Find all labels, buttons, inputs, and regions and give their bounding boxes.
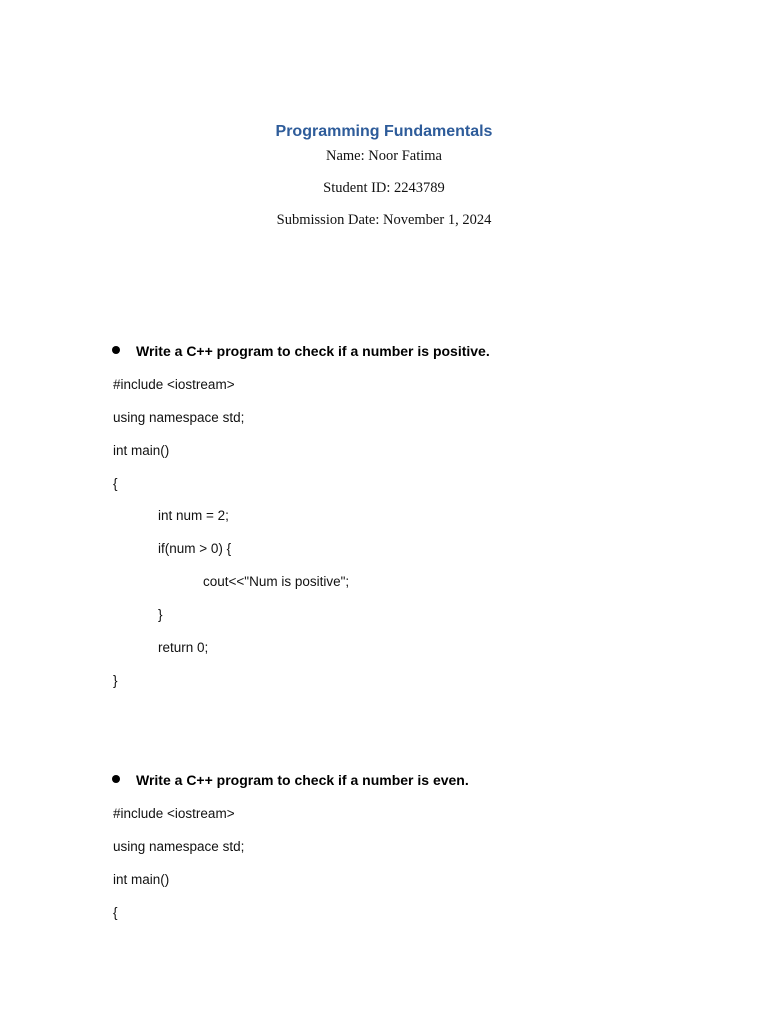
question-2-prompt: Write a C++ program to check if a number is even. xyxy=(136,772,469,788)
code-line: #include <iostream> xyxy=(113,806,235,821)
code-line: return 0; xyxy=(158,640,209,655)
document-title: Programming Fundamentals xyxy=(275,123,493,140)
code-line: int main() xyxy=(113,443,170,458)
code-line: #include <iostream> xyxy=(113,377,235,392)
code-line: { xyxy=(113,905,118,920)
question-2 xyxy=(112,772,469,788)
code-line: int main() xyxy=(113,872,170,887)
code-line: if(num > 0) { xyxy=(158,541,232,556)
code-line: int num = 2; xyxy=(158,508,229,523)
submission-date: Submission Date: November 1, 2024 xyxy=(276,212,492,228)
student-name: Name: Noor Fatima xyxy=(326,148,442,164)
code-line: using namespace std; xyxy=(113,839,245,854)
bullet-icon xyxy=(112,775,120,783)
code-line: } xyxy=(113,673,118,688)
code-line: { xyxy=(113,476,118,491)
question-1-prompt: Write a C++ program to check if a number is positive. xyxy=(136,343,490,359)
student-id: Student ID: 2243789 xyxy=(323,180,445,196)
question-1 xyxy=(112,343,490,359)
code-line: } xyxy=(158,607,163,622)
code-line: cout<<"Num is positive"; xyxy=(203,574,350,589)
bullet-icon xyxy=(112,346,120,354)
code-line: using namespace std; xyxy=(113,410,245,425)
